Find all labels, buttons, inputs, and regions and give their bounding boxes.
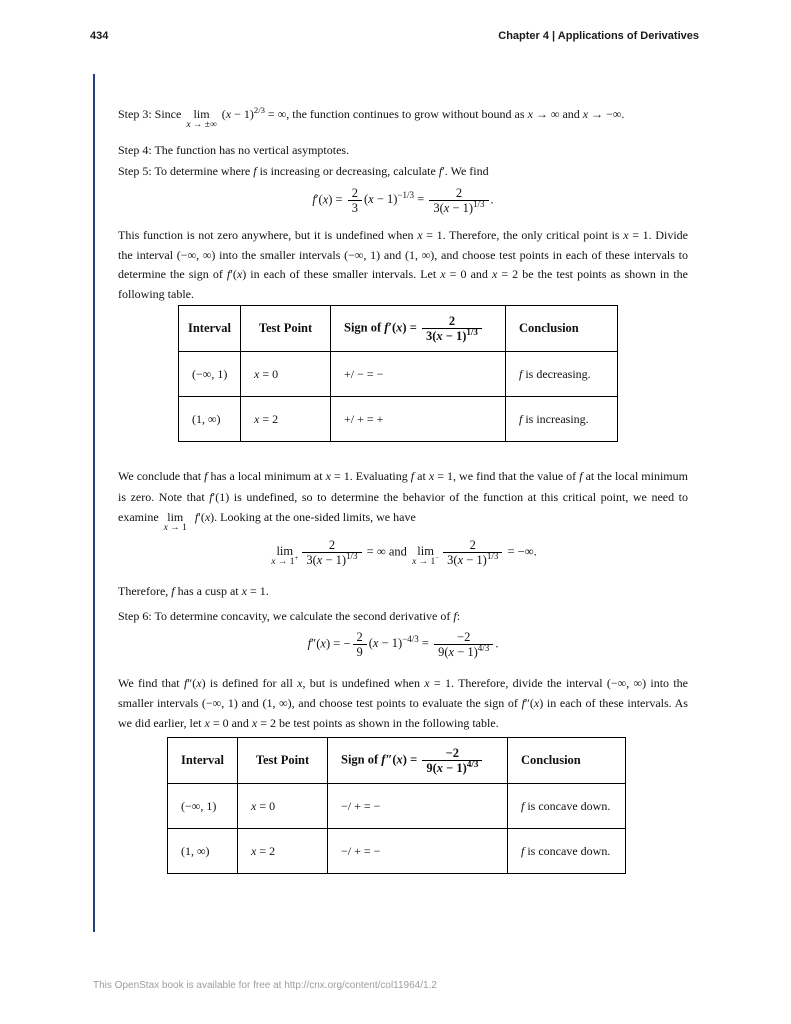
lim-subscript: x → ±∞ [186, 120, 217, 130]
fraction [443, 538, 502, 567]
fraction-denominator: $3(x - 1)^{1/3}$ [433, 198, 485, 215]
running-head: Chapter 4 | Applications of Derivatives [498, 30, 699, 42]
fraction-denominator: $3(x - 1)^{1/3}$ [425, 326, 478, 343]
fraction-numerator: 2 [353, 630, 367, 645]
fraction [429, 186, 488, 215]
lim-word: lim [276, 544, 294, 559]
cell-test-point: x = 2 [238, 829, 328, 874]
col-test-point: Test Point [241, 306, 331, 352]
step3-expression: $(x - 1)^{2/3}$ = ∞, [221, 105, 290, 121]
fraction [422, 314, 482, 343]
table-header-row [168, 738, 626, 784]
eq2-end: = −∞. [504, 544, 537, 559]
paragraph-local-minimum [118, 466, 688, 534]
fraction-numerator: −2 [422, 746, 482, 761]
step3-suffix: the function continues to grow without bound as x → ∞ and x → −∞. [292, 107, 625, 121]
paragraph-critical-points: This function is not zero anywhere, but it is undefined when x = 1. Therefore, the only critical point is x = 1. Divide the interval (−∞, ∞) into the smaller intervals (−∞, 1) and (1, ∞), and choose test points in each of these intervals to determine the sign of f′(x) in each of these smaller intervals. Let x = 0 and x = 2 be the test points as shown in the following table. [118, 228, 688, 301]
lim-word: lim [417, 544, 434, 559]
eq1-lhs: f′(x) = [312, 192, 346, 207]
cell-interval: (1, ∞) [179, 397, 241, 442]
fraction-denominator: 9 [356, 645, 363, 659]
cell-conclusion: f is increasing. [506, 397, 618, 442]
fraction-numerator: 2 [429, 186, 488, 201]
page-number: 434 [90, 30, 109, 42]
cusp-line: Therefore, f has a cusp at x = 1. [118, 584, 269, 598]
fraction-denominator: 3 [351, 201, 358, 215]
table-row [168, 784, 626, 829]
limit-operator [164, 511, 187, 534]
eq2-middle: = ∞ and [363, 544, 411, 559]
sign-header-prefix: Sign of f″(x) = [341, 752, 421, 767]
limit-operator [186, 108, 216, 131]
cell-test-point: x = 0 [241, 352, 331, 397]
cell-sign: −/ + = − [328, 829, 508, 874]
lim-subscript: x → 1− [412, 555, 440, 568]
eq1-middle: $(x - 1)^{-1/3}$ = [363, 190, 428, 207]
fraction-denominator: $3(x - 1)^{1/3}$ [306, 550, 358, 567]
eq3-end: . [495, 636, 499, 651]
col-sign [331, 306, 506, 352]
one-sided-limits-equation [118, 538, 688, 568]
fraction-numerator: 2 [348, 186, 362, 201]
cell-test-point: x = 0 [238, 784, 328, 829]
fraction-numerator: 2 [443, 538, 502, 553]
second-derivative-table [167, 737, 626, 874]
eq3-lhs: f″(x) = − [307, 636, 351, 651]
fraction [302, 538, 361, 567]
fraction-denominator: $9(x - 1)^{4/3}$ [438, 642, 490, 659]
limit-operator [412, 545, 439, 568]
eq3-middle: $(x - 1)^{-4/3}$ = [368, 634, 433, 651]
table-row [179, 397, 618, 442]
col-conclusion: Conclusion [508, 738, 626, 784]
col-conclusion: Conclusion [506, 306, 618, 352]
step4-line: Step 4: The function has no vertical asymptotes. [118, 143, 350, 157]
table-row [179, 352, 618, 397]
cell-interval: (−∞, 1) [168, 784, 238, 829]
cell-conclusion: f is concave down. [508, 829, 626, 874]
col-interval: Interval [168, 738, 238, 784]
openstax-attribution: This OpenStax book is available for free at http://cnx.org/content/col11964/1.2 [93, 980, 437, 991]
lim-word: lim [193, 107, 210, 122]
lim-subscript: x → 1 [163, 523, 187, 533]
second-derivative-equation [118, 630, 688, 659]
fraction [434, 630, 493, 659]
col-interval: Interval [179, 306, 241, 352]
col-sign [328, 738, 508, 784]
step5-line: Step 5: To determine where f is increasing or decreasing, calculate f′. We find [118, 164, 489, 178]
cell-test-point: x = 2 [241, 397, 331, 442]
fraction-numerator: 2 [302, 538, 361, 553]
first-derivative-equation [118, 186, 688, 215]
fraction-numerator: −2 [434, 630, 493, 645]
fraction [348, 186, 362, 215]
table-row [168, 829, 626, 874]
lim-subscript: x → 1+ [271, 555, 299, 568]
limit-operator [271, 545, 298, 568]
lim-word: lim [167, 510, 184, 525]
cell-interval: (−∞, 1) [179, 352, 241, 397]
sign-header-prefix: Sign of f′(x) = [344, 320, 420, 335]
step3-line [118, 104, 688, 131]
step3-prefix: Step 3: Since [118, 107, 182, 121]
cell-sign: +/ + = + [331, 397, 506, 442]
paragraph-concavity: We find that f″(x) is defined for all x, but is undefined when x = 1. Therefore, divide the interval (−∞, ∞) into the smaller intervals (−∞, 1) and (1, ∞), and choose test points to evaluate the sign of f″(x) in each of these intervals. As we did earlier, let x = 0 and x = 2 be test points as shown in the following table. [118, 676, 689, 730]
eq1-end: . [490, 192, 494, 207]
fraction [422, 746, 482, 775]
table-header-row [179, 306, 618, 352]
fraction-numerator: 2 [422, 314, 482, 329]
cell-conclusion: f is decreasing. [506, 352, 618, 397]
col-test-point: Test Point [238, 738, 328, 784]
cell-sign: −/ + = − [328, 784, 508, 829]
cell-conclusion: f is concave down. [508, 784, 626, 829]
accent-rule [93, 74, 95, 932]
cell-interval: (1, ∞) [168, 829, 238, 874]
para-b-part2: f′(x). Looking at the one-sided limits, we have [194, 510, 416, 524]
cell-sign: +/ − = − [331, 352, 506, 397]
step6-line: Step 6: To determine concavity, we calculate the second derivative of f: [118, 609, 461, 623]
first-derivative-table [178, 305, 618, 442]
fraction-denominator: $9(x - 1)^{4/3}$ [426, 758, 479, 775]
fraction-denominator: $3(x - 1)^{1/3}$ [447, 550, 499, 567]
fraction [353, 630, 367, 659]
para-b-part1: We conclude that f has a local minimum at x = 1. Evaluating f at x = 1, we find that the value of f at the local minimum is zero. Note that f′(1) is undefined, so to determine the behavior of the function at this critical point, we need to examine [118, 469, 688, 524]
